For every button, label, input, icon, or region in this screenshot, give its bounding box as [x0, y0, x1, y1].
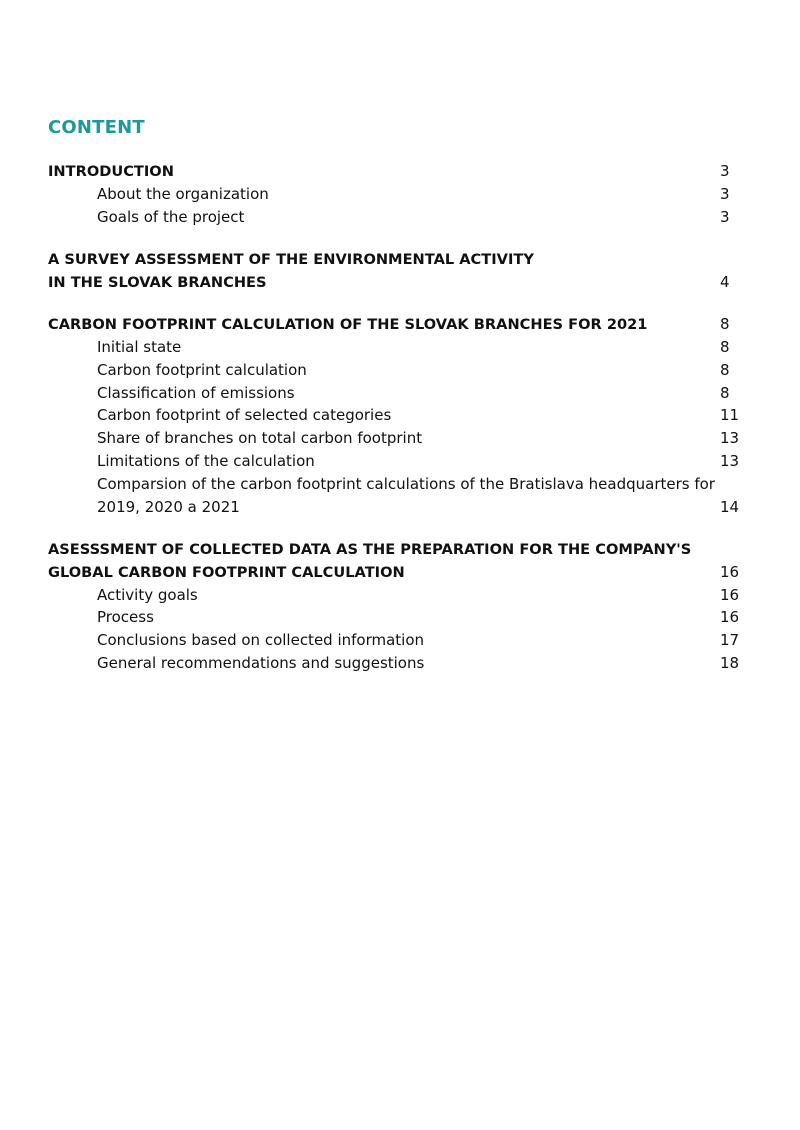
toc-subentry-page: 13 [720, 452, 740, 470]
toc-subentry-page: 3 [720, 185, 730, 203]
toc-subentry-share-of-branches[interactable] [48, 427, 740, 450]
toc-subentry-title: Comparsion of the carbon footprint calculations of the Bratislava headquarters for [97, 475, 715, 493]
toc-subentry-page: 11 [720, 406, 740, 424]
toc-entry-assessment-line2[interactable] [48, 561, 740, 584]
toc-subentry-title: Activity goals [97, 586, 198, 604]
toc-entry-page: 3 [720, 162, 730, 180]
toc-subentry-comparison-line2[interactable] [48, 496, 740, 519]
toc-subentry-title: Carbon footprint of selected categories [97, 406, 392, 424]
toc-subentry-page: 14 [720, 498, 740, 516]
toc-subentry-title: Limitations of the calculation [97, 452, 315, 470]
toc-subentry-goals[interactable] [48, 206, 740, 229]
toc-subentry-title: Goals of the project [97, 208, 245, 226]
toc-heading: CONTENT [48, 117, 145, 138]
toc-subentry-initial-state[interactable] [48, 336, 740, 359]
toc-entry-title: CARBON FOOTPRINT CALCULATION OF THE SLOVAK BRANCHES FOR 2021 [48, 316, 648, 333]
toc-entry-title: ASESSSMENT OF COLLECTED DATA AS THE PREPARATION FOR THE COMPANY'S [48, 541, 692, 558]
toc-subentry-process[interactable] [48, 606, 740, 629]
toc-subentry-comparison-line1[interactable] [48, 473, 740, 496]
toc-subentry-title: 2019, 2020 a 2021 [97, 498, 240, 516]
toc-subentry-about-organization[interactable] [48, 183, 740, 206]
toc-subentry-title: Classification of emissions [97, 384, 295, 402]
toc-subentry-title: Carbon footprint calculation [97, 361, 307, 379]
toc-entry-title: IN THE SLOVAK BRANCHES [48, 274, 267, 291]
toc-entry-survey-line1[interactable] [48, 248, 740, 271]
toc-entry-page: 4 [720, 273, 730, 291]
toc-entry-survey-line2[interactable] [48, 271, 740, 294]
toc-entry-title: GLOBAL CARBON FOOTPRINT CALCULATION [48, 564, 405, 581]
toc-subentry-title: Share of branches on total carbon footprint [97, 429, 423, 447]
toc-subentry-carbon-calculation[interactable] [48, 359, 740, 382]
toc-subentry-title: About the organization [97, 185, 269, 203]
toc-subentry-classification[interactable] [48, 382, 740, 405]
toc-subentry-activity-goals[interactable] [48, 584, 740, 607]
toc-entry-title: A SURVEY ASSESSMENT OF THE ENVIRONMENTAL ACTIVITY [48, 251, 534, 268]
toc-subentry-page: 13 [720, 429, 740, 447]
toc-subentry-page: 3 [720, 208, 730, 226]
toc-subentry-page: 16 [720, 608, 740, 626]
toc-subentry-page: 16 [720, 586, 740, 604]
toc-subentry-title: Process [97, 608, 154, 626]
toc-entry-assessment-line1[interactable] [48, 538, 740, 561]
toc-subentry-title: Conclusions based on collected information [97, 631, 425, 649]
toc-subentry-recommendations[interactable] [48, 652, 740, 675]
toc-entry-page: 16 [720, 563, 740, 581]
toc-subentry-selected-categories[interactable] [48, 404, 740, 427]
toc-subentry-page: 8 [720, 338, 730, 356]
toc-subentry-conclusions[interactable] [48, 629, 740, 652]
toc-entry-title: INTRODUCTION [48, 163, 174, 180]
toc-subentry-title: General recommendations and suggestions [97, 654, 425, 672]
toc-entry-page: 8 [720, 315, 730, 333]
toc-subentry-page: 18 [720, 654, 740, 672]
toc-subentry-title: Initial state [97, 338, 182, 356]
toc-entry-introduction[interactable] [48, 160, 740, 183]
toc-subentry-page: 17 [720, 631, 740, 649]
toc-entry-carbon-footprint[interactable] [48, 313, 740, 336]
toc-subentry-page: 8 [720, 384, 730, 402]
toc-subentry-page: 8 [720, 361, 730, 379]
toc-subentry-limitations[interactable] [48, 450, 740, 473]
